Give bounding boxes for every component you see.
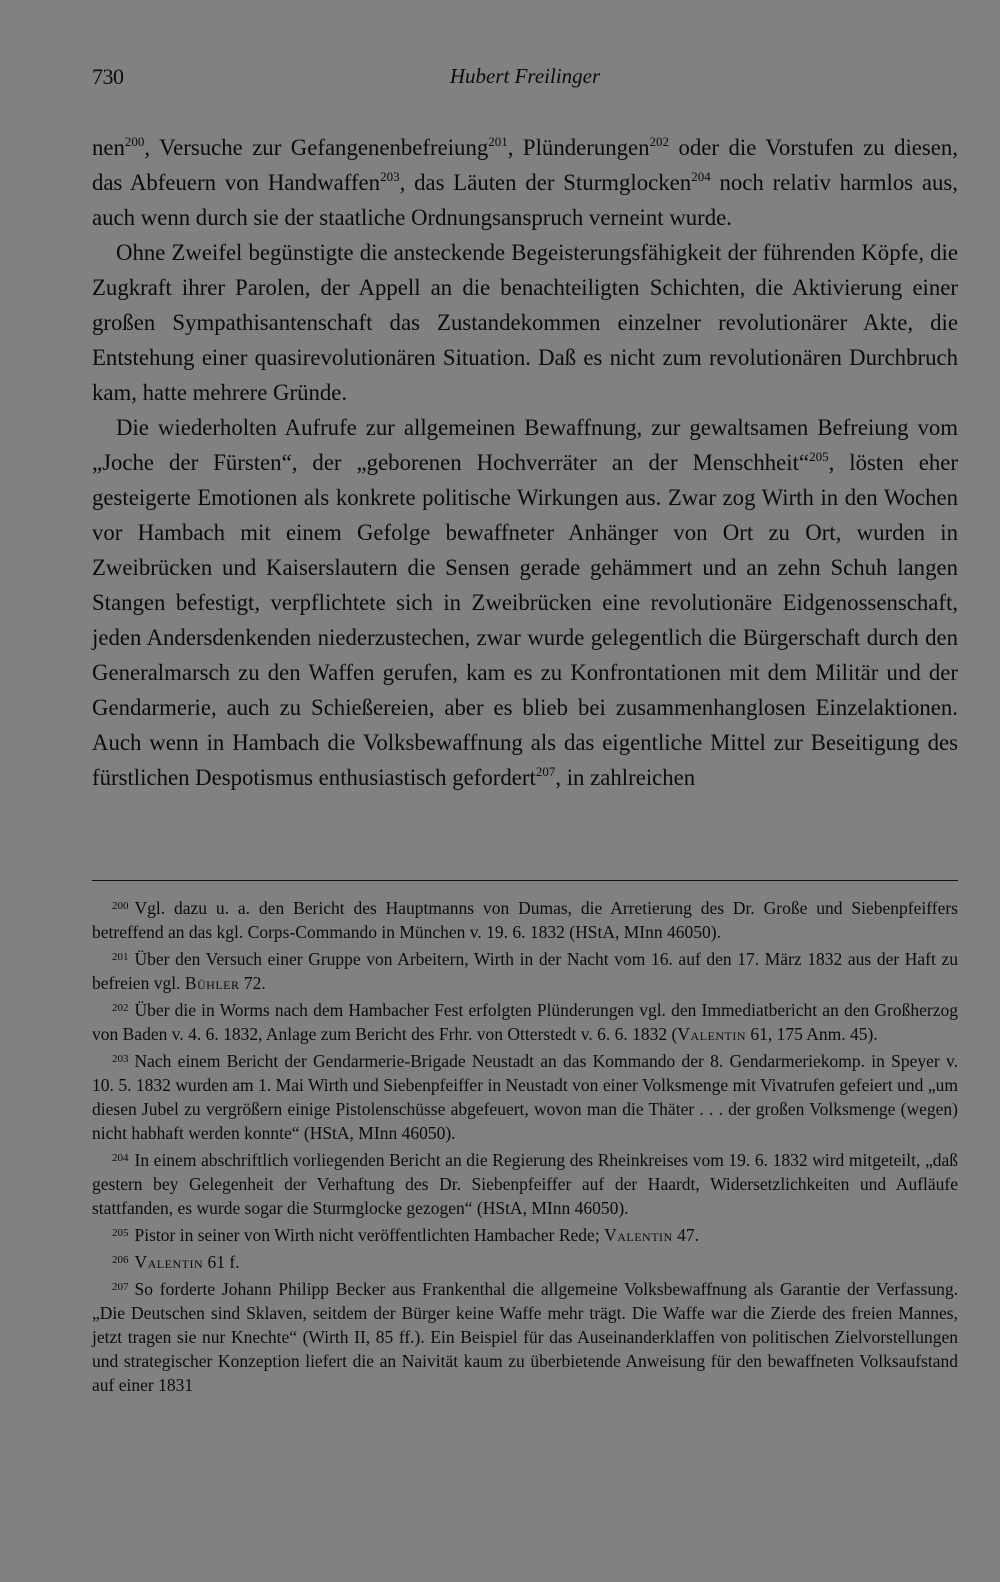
footnote-divider <box>92 880 958 881</box>
footnote-ref-201[interactable]: 201 <box>488 134 508 149</box>
footnote-203: $^{203}$ Nach einem Bericht der Gendarmerie-Brigade Neustadt an das Kommando der 8. Gendarmeriekomp. in Speyer v. 10. 5. 1832 wurden am 1. Mai Wirth und Siebenpfeiffer in Neustadt von einer Volksmenge mit Vivatrufen gefeiert und „um diesen Jubel zu vergrößern einige Pistolenschüsse abgefeuert, wovon man die Thäter . . . der großen Volksmenge (wegen) nicht habhaft werden konnte“ (HStA, MInn 46050). <box>92 1051 958 1143</box>
footnote-ref-205[interactable]: 205 <box>809 449 829 464</box>
footnote-200: $^{200}$ Vgl. dazu u. a. den Bericht des Hauptmanns von Dumas, die Arretierung des Dr. Große und Siebenpfeiffers betreffend an das kgl. Corps-Commando in München v. 19. 6. 1832 (HStA, MInn 46050). <box>92 898 958 942</box>
footnote-ref-200[interactable]: 200 <box>124 134 145 149</box>
running-head: Hubert Freilinger <box>449 64 601 88</box>
footnote-202: $^{202}$ Über die in Worms nach dem Hambacher Fest erfolgten Plünderungen vgl. den Immediatbericht an den Großherzog von Baden v. 4. 6. 1832, Anlage zum Bericht des Frhr. von Otterstedt v. 6. 6. 1832 (Valentin 61, 175 Anm. 45). <box>92 1000 958 1044</box>
footnote-ref-204[interactable]: 204 <box>691 169 711 184</box>
author-smallcaps: Valentin <box>604 1225 673 1245</box>
footnote-205: $^{205}$ Pistor in seiner von Wirth nicht veröffentlichten Hambacher Rede; Valentin 47. <box>112 1225 699 1245</box>
footnote-ref-203[interactable]: 203 <box>380 169 400 184</box>
footnote-201: $^{201}$ Über den Versuch einer Gruppe von Arbeitern, Wirth in der Nacht vom 16. auf den 17. März 1832 aus der Haft zu befreien vgl. Bühler 72. <box>92 949 958 993</box>
paragraph-1: nen$^{200}$, Versuche zur Gefangenenbefreiung$^{201}$, Plünderungen$^{202}$ oder die Vorstufen zu diesen, das Abfeuern von Handwaffen$^{203}$, das Läuten der Sturmglocken$^{204}$ noch relativ harmlos aus, auch wenn durch sie der staatliche Ordnungsanspruch verneint wurde. <box>92 134 959 230</box>
author-smallcaps: Valentin <box>134 1252 204 1272</box>
page-number: 730 <box>92 64 124 89</box>
author-smallcaps: Valentin <box>677 1024 746 1044</box>
author-smallcaps: Bühler <box>184 973 240 993</box>
footnote-207: $^{207}$ So forderte Johann Philipp Becker aus Frankenthal die allgemeine Volksbewaffnung als Garantie der Verfassung. „Die Deutschen sind Sklaven, seitdem der Bürger keine Waffe mehr trägt. Die Waffe war die Zierde des freien Mannes, jetzt tragen sie nur Knechte“ (Wirth II, 85 ff.). Ein Beispiel für das Auseinanderklaffen von politischen Zielvorstellungen und strategischer Konzeption liefert die an Naivität kaum zu überbietende Anweisung für den bewaffneten Volksaufstand auf einer 1831 <box>92 1279 958 1395</box>
main-text <box>92 130 958 795</box>
footnote-206: $^{206}$ Valentin 61 f. <box>112 1252 240 1272</box>
footnotes-section <box>92 896 958 1400</box>
paragraph-2: Ohne Zweifel begünstigte die ansteckende Begeisterungsfähigkeit der führenden Köpfe, die Zugkraft ihrer Parolen, der Appell an die benachteiligten Schichten, die Aktivierung einer großen Sympathisantenschaft das Zustandekommen einzelner revolutionärer Akte, die Entstehung einer quasirevolutionären Situation. Daß es nicht zum revolutionären Durchbruch kam, hatte mehrere Gründe. <box>92 240 958 405</box>
page-header <box>92 64 958 94</box>
paragraph-3: Die wiederholten Aufrufe zur allgemeinen Bewaffnung, zur gewaltsamen Befreiung vom „Joche der Fürsten“, der „geborenen Hochverräter an der Menschheit“$^{205}$, lösten eher gesteigerte Emotionen als konkrete politische Wirkungen aus. Zwar zog Wirth in den Wochen vor Hambach mit einem Gefolge bewaffneter Anhänger von Ort zu Ort, wurden in Zweibrücken und Kaiserslautern die Sensen gerade gehämmert und an zehn Schuh langen Stangen befestigt, verpflichtete sich in Zweibrücken eine revolutionäre Eidgenossenschaft, jeden Andersdenkenden niederzustechen, zwar wurde gelegentlich die Bürgerschaft durch den Generalmarsch zu den Waffen gerufen, kam es zu Konfrontationen mit dem Militär und der Gendarmerie, auch zu Schießereien, aber es blieb bei zusammenhanglosen Einzelaktionen. Auch wenn in Hambach die Volksbewaffnung als das eigentliche Mittel zur Beseitigung des fürstlichen Despotismus enthusiastisch gefordert$^{207}$, in zahlreichen <box>92 415 958 790</box>
footnote-204: $^{204}$ In einem abschriftlich vorliegenden Bericht an die Regierung des Rheinkreises vom 19. 6. 1832 wird mitgeteilt, „daß gestern bey Gelegenheit der Verhaftung des Dr. Siebenpfeiffer auf der Haardt, Widersetzlichkeiten und Aufläufe stattfanden, es wurde sogar die Sturmglocke gezogen“ (HStA, MInn 46050). <box>92 1150 958 1218</box>
footnote-ref-202[interactable]: 202 <box>649 134 670 149</box>
footnote-ref-207[interactable]: 207 <box>535 764 556 779</box>
